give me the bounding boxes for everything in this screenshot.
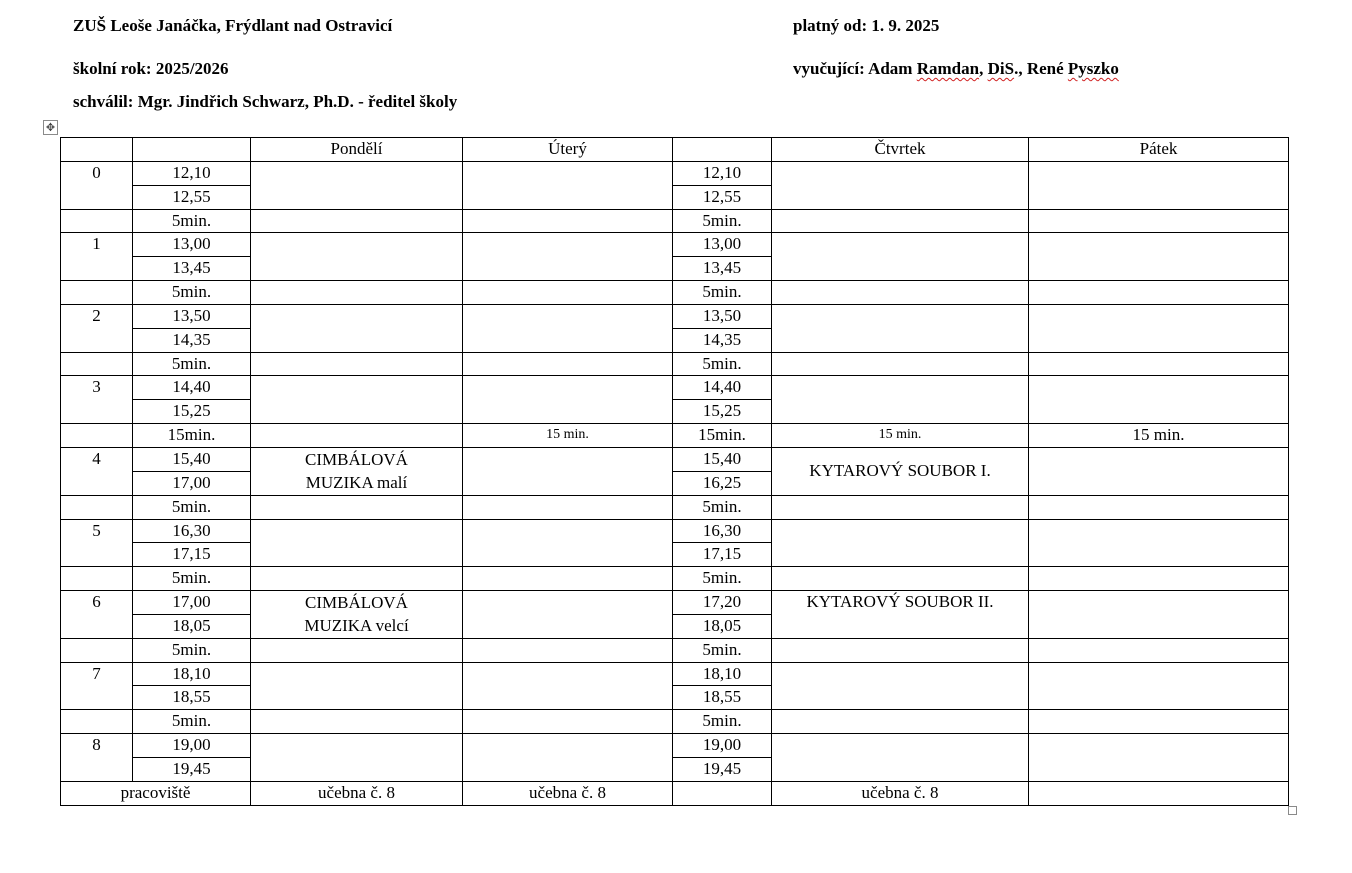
end-time: 17,15 <box>673 543 772 567</box>
lesson-number: 7 <box>61 662 133 710</box>
lesson-cell-friday <box>1029 662 1289 710</box>
lesson-line: CIMBÁLOVÁ <box>305 593 408 613</box>
break-label: 5min. <box>673 567 772 591</box>
end-time: 18,55 <box>133 686 251 710</box>
lesson-cell-friday <box>1029 376 1289 424</box>
end-time: 15,25 <box>133 400 251 424</box>
lesson-cell-monday <box>251 662 463 710</box>
break-cell <box>772 352 1029 376</box>
start-time: 17,20 <box>673 591 772 615</box>
break-label: 5min. <box>673 352 772 376</box>
break-cell <box>61 567 133 591</box>
break-label: 5min. <box>673 281 772 305</box>
lesson-row <box>61 233 1289 257</box>
lesson-row <box>61 519 1289 543</box>
lesson-cell-friday <box>1029 734 1289 782</box>
lesson-cell-tuesday <box>463 304 673 352</box>
day-header: Pondělí <box>251 138 463 162</box>
workplace-thursday: učebna č. 8 <box>772 781 1029 805</box>
break-label: 5min. <box>133 710 251 734</box>
lesson-row <box>61 734 1289 758</box>
break-cell <box>463 352 673 376</box>
lesson-cell-monday <box>251 161 463 209</box>
start-time: 18,10 <box>673 662 772 686</box>
end-time: 17,00 <box>133 471 251 495</box>
start-time: 16,30 <box>133 519 251 543</box>
lesson-cell-monday <box>251 734 463 782</box>
end-time: 15,25 <box>673 400 772 424</box>
lesson-cell-tuesday <box>463 161 673 209</box>
day-header: Úterý <box>463 138 673 162</box>
break-cell <box>61 710 133 734</box>
lesson-cimbalova-velci <box>251 591 463 639</box>
break-label: 5min. <box>673 638 772 662</box>
lesson-number: 5 <box>61 519 133 567</box>
end-time: 16,25 <box>673 471 772 495</box>
resize-icon[interactable] <box>1288 806 1297 815</box>
lesson-cell-tuesday <box>463 233 673 281</box>
lesson-row <box>61 304 1289 328</box>
break-cell <box>61 352 133 376</box>
start-time: 13,00 <box>673 233 772 257</box>
break-cell <box>1029 352 1289 376</box>
lesson-number: 0 <box>61 161 133 209</box>
day-header: Pátek <box>1029 138 1289 162</box>
teachers: vyučující: Adam Ramdan, DiS., René Pyszko <box>793 59 1119 78</box>
long-break-row <box>61 424 1289 448</box>
lesson-cell-friday <box>1029 519 1289 567</box>
break-cell <box>61 209 133 233</box>
start-time: 13,00 <box>133 233 251 257</box>
break-cell <box>251 424 463 448</box>
day-header: Čtvrtek <box>772 138 1029 162</box>
lesson-cell-thursday <box>772 734 1029 782</box>
long-break-label: 15min. <box>673 424 772 448</box>
break-row <box>61 281 1289 305</box>
end-time: 13,45 <box>673 257 772 281</box>
lesson-row <box>61 662 1289 686</box>
table-header-row <box>61 138 1289 162</box>
schedule-table <box>60 137 1289 806</box>
break-row <box>61 567 1289 591</box>
lesson-line: MUZIKA malí <box>305 472 408 492</box>
end-time: 19,45 <box>133 757 251 781</box>
break-cell <box>251 638 463 662</box>
break-cell <box>61 495 133 519</box>
start-time: 13,50 <box>133 304 251 328</box>
break-row <box>61 638 1289 662</box>
start-time: 18,10 <box>133 662 251 686</box>
break-cell <box>463 495 673 519</box>
end-time: 12,55 <box>673 185 772 209</box>
break-cell <box>772 495 1029 519</box>
start-time: 14,40 <box>673 376 772 400</box>
lesson-cell-friday <box>1029 447 1289 495</box>
footer-row <box>61 781 1289 805</box>
end-time: 18,05 <box>673 614 772 638</box>
lesson-cell-tuesday <box>463 591 673 639</box>
break-cell <box>1029 567 1289 591</box>
break-cell <box>463 209 673 233</box>
break-cell <box>61 281 133 305</box>
break-label: 5min. <box>673 209 772 233</box>
valid-from: platný od: 1. 9. 2025 <box>793 16 940 35</box>
lesson-cell-thursday <box>772 376 1029 424</box>
school-name: ZUŠ Leoše Janáčka, Frýdlant nad Ostravicí <box>73 16 393 35</box>
lesson-row <box>61 376 1289 400</box>
lesson-number: 6 <box>61 591 133 639</box>
break-row <box>61 710 1289 734</box>
long-break-label: 15 min. <box>463 424 673 448</box>
break-cell <box>772 209 1029 233</box>
break-cell <box>1029 281 1289 305</box>
break-label: 5min. <box>133 638 251 662</box>
long-break-label: 15 min. <box>1029 424 1289 448</box>
workplace-mid <box>673 781 772 805</box>
lesson-number: 3 <box>61 376 133 424</box>
break-cell <box>772 638 1029 662</box>
lesson-cell-monday <box>251 519 463 567</box>
long-break-label: 15min. <box>133 424 251 448</box>
start-time: 12,10 <box>133 161 251 185</box>
day-header <box>673 138 772 162</box>
lesson-cell-monday <box>251 304 463 352</box>
break-cell <box>251 281 463 305</box>
long-break-label: 15 min. <box>772 424 1029 448</box>
break-label: 5min. <box>673 710 772 734</box>
break-cell <box>463 567 673 591</box>
start-time: 19,00 <box>673 734 772 758</box>
break-row <box>61 495 1289 519</box>
lesson-kytarovy-soubor-1: KYTAROVÝ SOUBOR I. <box>772 447 1029 495</box>
break-row <box>61 209 1289 233</box>
break-cell <box>251 495 463 519</box>
lesson-cell-thursday <box>772 519 1029 567</box>
break-cell <box>1029 209 1289 233</box>
end-time: 18,05 <box>133 614 251 638</box>
lesson-cell-tuesday <box>463 519 673 567</box>
end-time: 13,45 <box>133 257 251 281</box>
lesson-cell-tuesday <box>463 376 673 424</box>
lesson-cell-tuesday <box>463 662 673 710</box>
end-time: 18,55 <box>673 686 772 710</box>
end-time: 12,55 <box>133 185 251 209</box>
lesson-cell-monday <box>251 376 463 424</box>
workplace-label: pracoviště <box>61 781 251 805</box>
break-label: 5min. <box>673 495 772 519</box>
lesson-cell-tuesday <box>463 447 673 495</box>
break-label: 5min. <box>133 352 251 376</box>
lesson-number: 1 <box>61 233 133 281</box>
break-cell <box>463 710 673 734</box>
lesson-cell-tuesday <box>463 734 673 782</box>
lesson-cell-thursday <box>772 161 1029 209</box>
start-time: 16,30 <box>673 519 772 543</box>
break-cell <box>251 352 463 376</box>
break-cell <box>61 638 133 662</box>
end-time: 14,35 <box>673 328 772 352</box>
break-label: 5min. <box>133 209 251 233</box>
lesson-number: 8 <box>61 734 133 782</box>
school-year: školní rok: 2025/2026 <box>73 59 229 78</box>
break-cell <box>463 638 673 662</box>
lesson-row <box>61 447 1289 471</box>
break-cell <box>1029 710 1289 734</box>
break-row <box>61 352 1289 376</box>
lesson-cell-friday <box>1029 161 1289 209</box>
break-cell <box>772 281 1029 305</box>
start-time: 15,40 <box>133 447 251 471</box>
move-icon[interactable]: ✥ <box>43 120 58 135</box>
break-label: 5min. <box>133 495 251 519</box>
workplace-tuesday: učebna č. 8 <box>463 781 673 805</box>
break-cell <box>772 567 1029 591</box>
lesson-row <box>61 591 1289 615</box>
start-time: 13,50 <box>673 304 772 328</box>
lesson-kytarovy-soubor-2: KYTAROVÝ SOUBOR II. <box>772 591 1029 639</box>
break-cell <box>61 424 133 448</box>
lesson-cell-thursday <box>772 233 1029 281</box>
break-cell <box>251 710 463 734</box>
lesson-number: 4 <box>61 447 133 495</box>
workplace-friday <box>1029 781 1289 805</box>
break-label: 5min. <box>133 567 251 591</box>
approved-by: schválil: Mgr. Jindřich Schwarz, Ph.D. - ředitel školy <box>73 92 458 111</box>
lesson-cell-thursday <box>772 662 1029 710</box>
break-label: 5min. <box>133 281 251 305</box>
workplace-monday: učebna č. 8 <box>251 781 463 805</box>
lesson-cell-monday <box>251 233 463 281</box>
start-time: 17,00 <box>133 591 251 615</box>
lesson-number: 2 <box>61 304 133 352</box>
start-time: 19,00 <box>133 734 251 758</box>
break-cell <box>251 209 463 233</box>
end-time: 14,35 <box>133 328 251 352</box>
start-time: 12,10 <box>673 161 772 185</box>
lesson-cell-friday <box>1029 591 1289 639</box>
break-cell <box>463 281 673 305</box>
end-time: 17,15 <box>133 543 251 567</box>
break-cell <box>251 567 463 591</box>
lesson-line: MUZIKA velcí <box>304 616 409 636</box>
lesson-cell-friday <box>1029 304 1289 352</box>
lesson-row <box>61 161 1289 185</box>
end-time: 19,45 <box>673 757 772 781</box>
break-cell <box>1029 495 1289 519</box>
lesson-cimbalova-mali <box>251 447 463 495</box>
start-time: 14,40 <box>133 376 251 400</box>
start-time: 15,40 <box>673 447 772 471</box>
break-cell <box>1029 638 1289 662</box>
lesson-cell-friday <box>1029 233 1289 281</box>
break-cell <box>772 710 1029 734</box>
lesson-cell-thursday <box>772 304 1029 352</box>
lesson-line: CIMBÁLOVÁ <box>305 449 408 469</box>
